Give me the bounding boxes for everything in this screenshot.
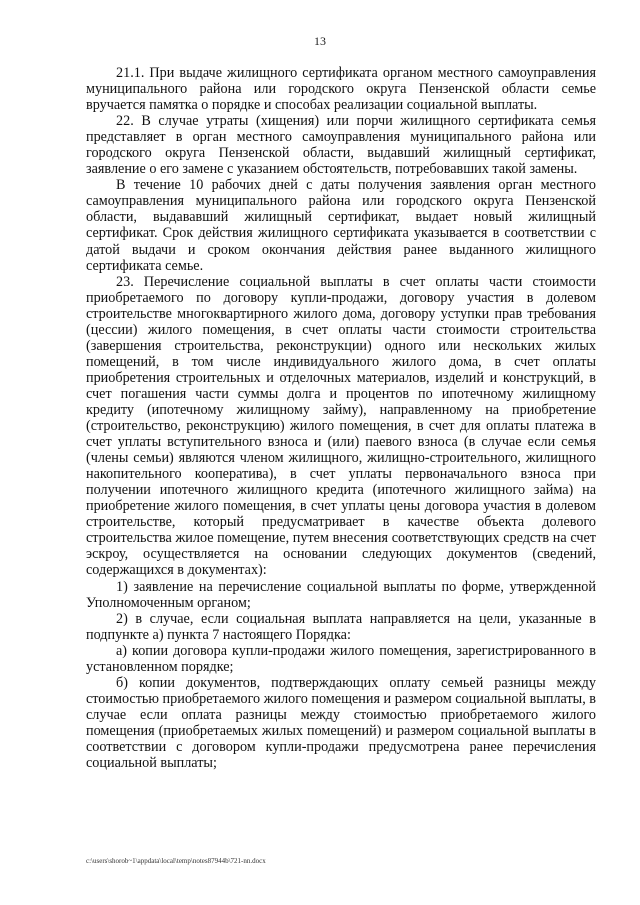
list-item-2: 2) в случае, если социальная выплата направляется на цели, указанные в подпункте а) пункта 7 настоящего Порядка:: [86, 610, 596, 643]
page-number: 13: [314, 34, 326, 48]
list-item-2-a: а) копии договора купли-продажи жилого помещения, зарегистрированного в установленном порядке;: [86, 642, 596, 675]
paragraph-22-continued: В течение 10 рабочих дней с даты получения заявления орган местного самоуправления муниципального района или городского округа Пензенской области, выдававший жилищный сертификат, выдает новый жилищный сертификат. Срок действия жилищного сертификата указывается в соответствии с датой выдачи и сроком окончания действия ранее выданного жилищного сертификата семье.: [86, 177, 596, 274]
paragraph-23: 23. Перечисление социальной выплаты в счет оплаты части стоимости приобретаемого по договору купли-продажи, договору участия в долевом строительстве многоквартирного жилого дома, договору уступки прав требования (цессии) жилого помещения, в счет оплаты части стоимости строительства (завершения строительства, реконструкции) одного или нескольких жилых помещений, в том числе индивидуального жилого дома, в счет оплаты приобретения строительных и отделочных материалов, изделий и конструкций, в счет погашения части суммы долга и процентов по ипотечному жилищному кредиту (ипотечному жилищному займу), направленному на приобретение (строительство, реконструкцию) жилого помещения, в счет для оплаты платежа в счет уплаты вступительного взноса и (или) паевого взноса (в случае если семья (члены семьи) являются членом жилищного, жилищно-строительного, жилищного накопительного кооператива), в счет уплаты первоначального взноса при получении ипотечного жилищного кредита (ипотечного жилищного займа) на приобретение жилого помещения, в счет уплаты цены договора участия в долевом строительстве, который предусматривает в качестве объекта долевого строительства жилое помещение, путем внесения соответствующих средств на счет эскроу, осуществляется на основании следующих документов (сведений, содержащихся в документах):: [86, 273, 596, 579]
list-item-2-b: б) копии документов, подтверждающих оплату семьей разницы между стоимостью приобретаемого жилого помещения и размером социальной выплаты, в случае если оплата разницы между стоимостью приобретаемого жилого помещения (приобретаемых жилых помещений) и размером социальной выплаты в соответствии с договором купли-продажи предусмотрена ранее перечисления социальной выплаты;: [86, 674, 596, 772]
document-body: [86, 65, 596, 771]
footer-file-path: c:\users\shorob~1\appdata\local\temp\notes87944b\721-nn.docx: [86, 857, 266, 865]
list-item-1: 1) заявление на перечисление социальной выплаты по форме, утвержденной Уполномоченным органом;: [86, 578, 596, 611]
paragraph-21-1: 21.1. При выдаче жилищного сертификата органом местного самоуправления муниципального района или городского округа Пензенской области семье вручается памятка о порядке и способах реализации социальной выплаты.: [86, 65, 596, 114]
paragraph-22: 22. В случае утраты (хищения) или порчи жилищного сертификата семья представляет в орган местного самоуправления муниципального района или городского округа Пензенской области, выдавший жилищный сертификат, заявление о его замене с указанием обстоятельств, потребовавших такой замены.: [86, 113, 596, 178]
